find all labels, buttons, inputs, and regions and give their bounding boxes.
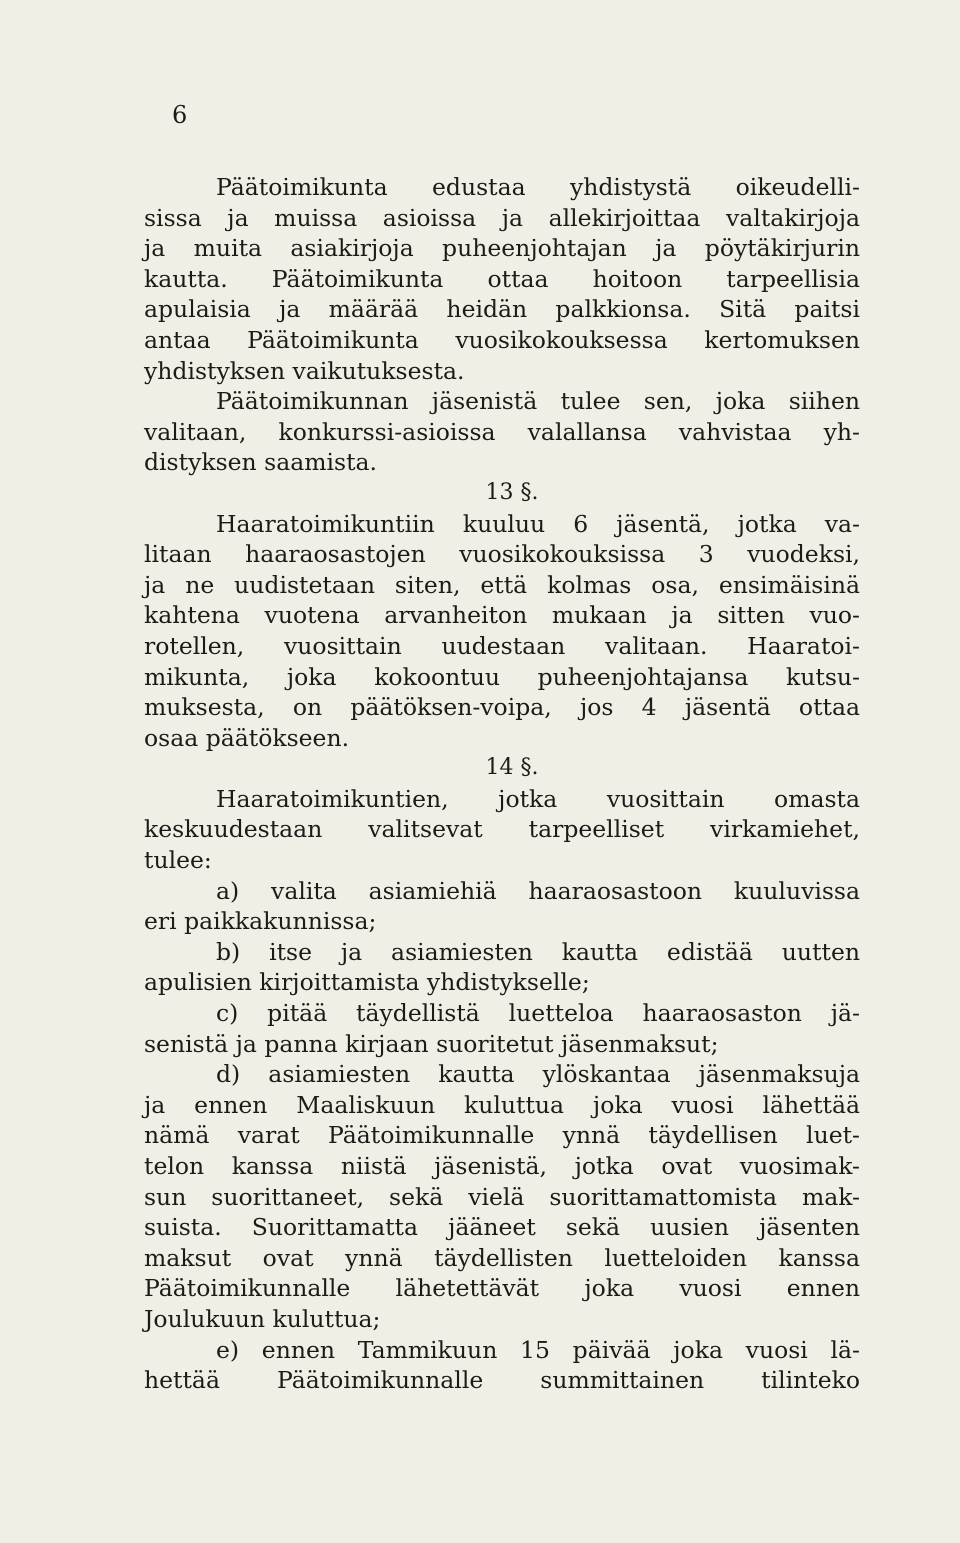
section-heading: 13 §. — [485, 479, 539, 505]
body-text — [144, 172, 860, 1396]
text-line: maksut ovat ynnä täydellisten luetteloiden kanssa — [144, 1243, 860, 1272]
text-line: mikunta, joka kokoontuu puheenjohtajansa kutsu- — [144, 662, 860, 691]
text-line: Päätoimikunta edustaa yhdistystä oikeudelli- — [216, 173, 860, 201]
text-line: hettää Päätoimikunnalle summittainen tilinteko — [144, 1366, 860, 1395]
text-line: antaa Päätoimikunta vuosikokouksessa kertomuksen — [144, 325, 860, 354]
text-line: a) valita asiamiehiä haaraosastoon kuuluvissa — [216, 876, 860, 905]
text-line: Haaratoimikuntien, jotka vuosittain omasta — [216, 784, 860, 813]
text-line: b) itse ja asiamiesten kautta edistää uutten — [216, 937, 860, 966]
text-line: tulee: — [144, 846, 212, 875]
text-line: valitaan, konkurssi-asioissa valallansa vahvistaa yh- — [144, 417, 860, 446]
text-line: sissa ja muissa asioissa ja allekirjoittaa valtakirjoja — [144, 203, 860, 232]
text-line: suista. Suorittamatta jääneet sekä uusien jäsenten — [144, 1213, 860, 1242]
text-line: c) pitää täydellistä luetteloa haaraosaston jä- — [216, 999, 860, 1028]
text-line: Päätoimikunnalle lähetettävät joka vuosi ennen — [144, 1274, 860, 1303]
text-line: osaa päätökseen. — [144, 723, 350, 752]
text-line: keskuudestaan valitsevat tarpeelliset virkamiehet, — [144, 815, 860, 844]
text-line: sun suorittaneet, sekä vielä suorittamattomista mak- — [144, 1182, 860, 1211]
text-line: eri paikkakunnissa; — [144, 907, 377, 936]
text-line: yhdistyksen vaikutuksesta. — [144, 356, 465, 385]
text-line: senistä ja panna kirjaan suoritetut jäsenmaksut; — [144, 1029, 719, 1058]
text-line: d) asiamiesten kautta ylöskantaa jäsenmaksuja — [216, 1060, 860, 1089]
text-line: Päätoimikunnan jäsenistä tulee sen, joka siihen — [216, 387, 860, 416]
text-line: apulaisia ja määrää heidän palkkionsa. Sitä paitsi — [144, 295, 860, 324]
text-line: ja ne uudistetaan siten, että kolmas osa, ensimäisinä — [144, 570, 860, 599]
text-line: litaan haaraosastojen vuosikokouksissa 3 vuodeksi, — [144, 540, 860, 569]
text-line: Haaratoimikuntiin kuuluu 6 jäsentä, jotka va- — [216, 509, 860, 538]
text-line: ja muita asiakirjoja puheenjohtajan ja pöytäkirjurin — [144, 234, 860, 263]
text-line: apulisien kirjoittamista yhdistykselle; — [144, 968, 590, 997]
text-line: kahtena vuotena arvanheiton mukaan ja sitten vuo- — [144, 601, 860, 630]
page-number: 6 — [172, 101, 188, 129]
text-line: nämä varat Päätoimikunnalle ynnä täydellisen luet- — [144, 1121, 860, 1150]
section-heading: 14 §. — [485, 755, 539, 781]
text-line: kautta. Päätoimikunta ottaa hoitoon tarpeellisia — [144, 264, 860, 293]
text-line: rotellen, vuosittain uudestaan valitaan. Haaratoi- — [144, 631, 860, 660]
text-line: e) ennen Tammikuun 15 päivää joka vuosi lä- — [216, 1335, 860, 1364]
text-line: distyksen saamista. — [144, 448, 378, 477]
text-line: telon kanssa niistä jäsenistä, jotka ovat vuosimak- — [144, 1152, 860, 1180]
text-line: Joulukuun kuluttua; — [144, 1304, 381, 1333]
text-line: muksesta, on päätöksen-voipa, jos 4 jäsentä ottaa — [144, 693, 860, 722]
text-line: ja ennen Maaliskuun kuluttua joka vuosi lähettää — [144, 1090, 860, 1119]
